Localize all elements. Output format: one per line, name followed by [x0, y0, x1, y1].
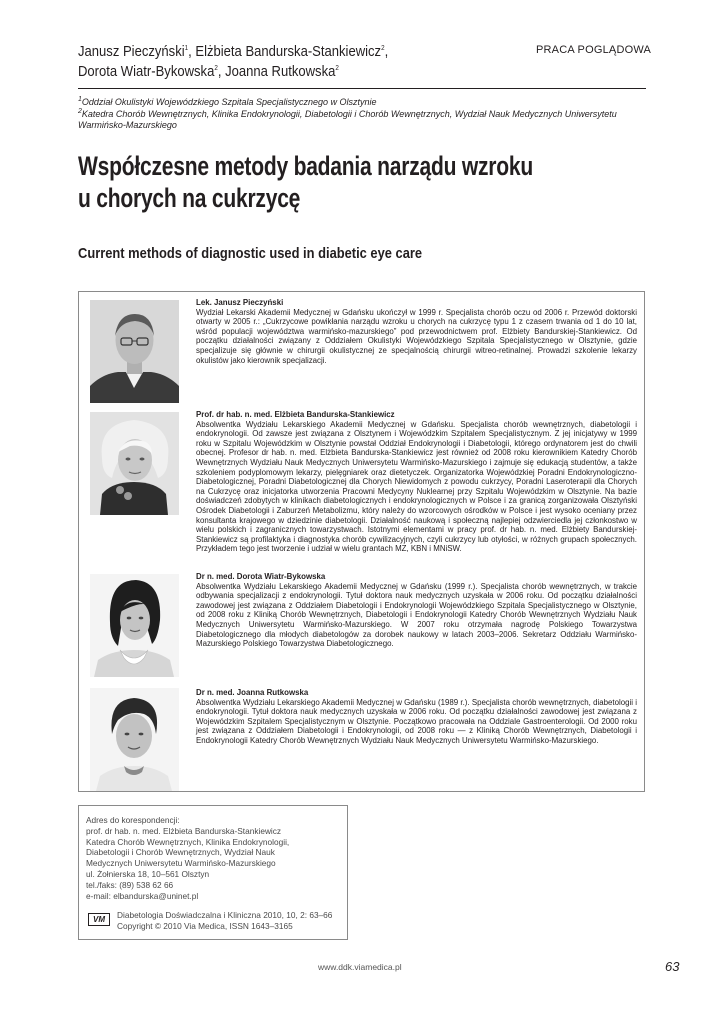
- affiliations: [78, 97, 648, 132]
- journal-citation: Diabetologia Doświadczalna i Kliniczna 2010, 10, 2: 63–66 Copyright © 2010 Via Medica, ISSN 1643–3165: [117, 910, 333, 931]
- correspondence-email: e-mail: elbandurska@uninet.pl: [86, 890, 199, 901]
- author-photo-pieczynski: [90, 300, 179, 403]
- correspondence-address: Adres do korespondencji: prof. dr hab. n. med. Elżbieta Bandurska-Stankiewicz Katedra Chorób Wewnętrznych, Klinika Endokrynologii, Diabetologii i Chorób Wewnętrznych, Wydział Nauk Medycznych Uniwersytetu Warmińsko-Mazurskiego ul. Żołnierska 18, 10–561 Olsztyn tel./faks: (89) 538 62 66 e-mail: elbandurska@uninet.pl: [86, 815, 341, 901]
- bio-bandurska-stankiewicz: Prof. dr hab. n. med. Elżbieta Bandurska-Stankiewicz Absolwentka Wydziału Lekarskiego Akademii Medycznej w Gdańsku. Specjalista chorób wewnętrznych, diabetologii i endokrynologii. Od zawsze jest związana z Olsztynem i Wojewódzkim Szpitalem Specjalistycznym. Z jej inicjatywy w 1999 roku w Szpitalu Wojewódzkim w Olsztynie powstał Oddział Endokrynologii i Diabetologii, którego ordynatorem jest do chwili obecnej. Profesor dr hab. n. med. Elżbieta Bandurska-Stankiewicz jest również od 2008 roku kierownikiem Katedry Chorób Wewnętrznych Wydziału Nauk Medycznych Uniwersytetu Warmińsko-Mazurskiego i zajmuje się edukacją studentów, a także szkoleniem podyplomowym lekarzy, pielęgniarek oraz dietetyczek. Organizatorka Wojewódzkiej Poradni Endokrynologiczno-Diabetologicznej, Poradni Diabetologicznej dla Chorych Niewidomych z powodu cukrzycy, Poradni Laseroterapii dla Chorych na Cukrzycę oraz inicjatorka utworzenia Pracowni Medycyny Nuklearnej przy Szpitalu Wojewódzkim w Olsztynie. Na bazie doświadczeń zdobytych w klinikach diabetologicznych i endokrynologicznych w Polsce i za granicą zorganizowała Olsztyński Ośrodek Diabetologii i Zaburzeń Metabolizmu, który należy do wzorcowych ośrodków w Polsce i jest wysoko oceniany przez konsultanta krajowego w dziedzinie diabetologii. Działalność naukową i społeczną najlepiej odzwierciedla jej członkostwo w wielu polskich i zagranicznych towarzystwach. Istotnymi elementami w pracy prof. dr hab. n. med. Elżbiety Bandurskiej-Stankiewicz są profilaktyka i diagnostyka chorób cywilizacyjnych, czyli cukrzycy lub otyłości, w różnych grupach społecznych. Przykładem tego jest tworzenie i udział w wielu grantach MZ, KBN i MNiSW.: [196, 410, 637, 554]
- author-photo-wiatr-bykowska: [90, 574, 179, 677]
- bio-pieczynski: Lek. Janusz Pieczyński Wydział Lekarski Akademii Medycznej w Gdańsku ukończył w 1999 r. Specjalista chorób oczu od 2006 r. Przewód doktorski otwarty w 2005 r.: „Cukrzycowe powikłania narządu wzroku u chorych na cukrzycę typu 1 z czasem trwania od 1 do 10 lat, wśród populacji województwa warmińsko-mazurskiego” pod przewodnictwem prof. Elżbiety Bandurskiej-Stankiewicz. Od początku działalności związany z Oddziałem Okulistyki Wojewódzkiego Szpitala Specjalistycznego w Olsztynie, gdzie specjalizuje się głównie w chirurgii okulistycznej ze specjalnością chirurgii witreo-retinalnej. Prowadzi szkolenie lekarzy okulistów jako kierownik specjalizacji.: [196, 298, 637, 365]
- affiliation-2: $^2$Katedra Chorób Wewnętrznych, Klinika Endokrynologii, Diabetologii i Chorób Wewnętrznych, Wydział Nauk Medycznych Uniwersytetu Warmińsko-Mazurskiego: [78, 107, 617, 130]
- authors-line-2: Dorota Wiatr-Bykowska$^2$, Joanna Rutkowska$^2$: [78, 64, 339, 80]
- via-medica-logo: VM: [88, 913, 110, 926]
- title-polish: Współczesne metody badania narządu wzroku u chorych na cukrzycę: [78, 151, 533, 213]
- article-type: PRACA POGLĄDOWA: [536, 44, 652, 56]
- header-divider: [78, 88, 646, 89]
- page-number: 63: [665, 959, 680, 974]
- bio-rutkowska: Dr n. med. Joanna Rutkowska Absolwentka Wydziału Lekarskiego Akademii Medycznej w Gdańsku (1989 r.). Specjalista chorób wewnętrznych, diabetologii i endokrynologii. Tytuł doktora nauk medycznych uzyskała w 2006 roku. Od początku działalności zawodowej jest związana z Wojewódzkim Szpitalem Specjalistycznym w Olsztynie. Początkowo pracowała na Oddziale Gastroenterologii. Od 2000 roku jest związana z Oddziałem Diabetologii i Endokrynologii, od 2008 roku — z Kliniką Chorób Wewnętrznych, Diabetologii i Endokrynologii Katedry Chorób Wewnętrznych Wydziału Nauk Medycznych Uniwersytetu Warmińsko-Mazurskiego.: [196, 688, 637, 745]
- author-photo-rutkowska: [90, 688, 179, 791]
- authors: [78, 42, 465, 82]
- affiliation-1: $^1$Oddział Okulistyki Wojewódzkiego Szpitala Specjalistycznego w Olsztynie: [78, 96, 377, 107]
- authors-line-1: Janusz Pieczyński$^1$, Elżbieta Bandurska-Stankiewicz$^2$,: [78, 44, 389, 60]
- title-english: Current methods of diagnostic used in diabetic eye care: [78, 245, 423, 262]
- bio-wiatr-bykowska: Dr n. med. Dorota Wiatr-Bykowska Absolwentka Wydziału Lekarskiego Akademii Medycznej w Gdańsku (1999 r.). Specjalista chorób wewnętrznych, w trakcie odbywania specjalizacji z endokrynologii. Tytuł doktora nauk medycznych uzyskała w 2006 roku. Od początku działalności zawodowej jest związana z Oddziałem Diabetologii i Endokrynologii Wojewódzkiego Szpitala Specjalistycznego w Olsztynie, od 2008 roku z Kliniką Chorób Wewnętrznych, Diabetologii i Endokrynologii Katedry Chorób Wewnętrznych Wydziału Nauk Medycznych Uniwersytetu Warmińsko-Mazurskiego. W 2007 roku otrzymała nagrodę Polskiego Towarzystwa Diabetologicznego dla młodych diabetologów za dorobek naukowy w latach 2003–2006. Sekretarz Oddziału Warmińsko-Mazurskiego Polskiego Towarzystwa Diabetologicznego.: [196, 572, 637, 649]
- journal-url[interactable]: www.ddk.viamedica.pl: [318, 962, 402, 972]
- author-photo-bandurska-stankiewicz: [90, 412, 179, 515]
